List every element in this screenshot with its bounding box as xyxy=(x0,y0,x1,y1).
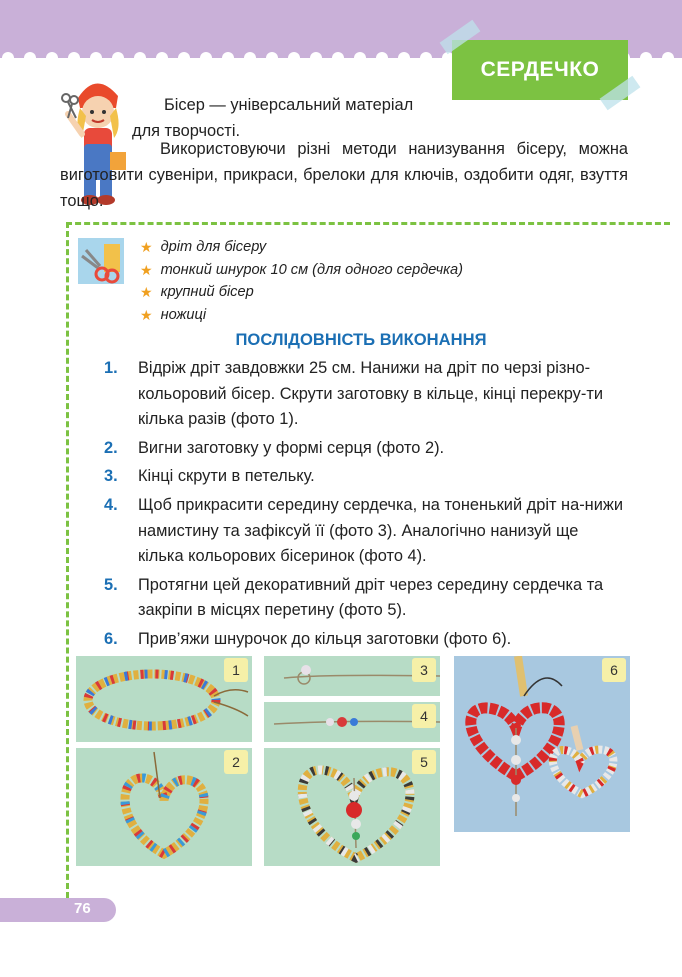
photo-number-badge: 6 xyxy=(602,658,626,682)
photo-4 xyxy=(264,702,440,742)
star-icon: ★ xyxy=(140,306,153,323)
photo-5 xyxy=(264,748,440,866)
step-number: 4. xyxy=(104,495,118,514)
intro-line-2: для творчості. xyxy=(132,122,241,140)
intro-paragraph xyxy=(60,136,628,214)
step-item xyxy=(104,573,628,624)
materials-item-label: крупний бісер xyxy=(160,284,254,301)
step-text: Щоб прикрасити середину сердечка, на тоненький дріт на-нижи намистину та зафіксуй її (фото 3). Аналогічно нанизуй ще кілька кольорових бісеринок (фото 4). xyxy=(138,495,624,566)
star-icon: ★ xyxy=(140,284,153,301)
materials-item xyxy=(140,259,463,282)
photo-number-badge: 4 xyxy=(412,704,436,728)
intro-line-1: Бісер — універсальний матеріал xyxy=(164,96,414,114)
lesson-title: СЕРДЕЧКО xyxy=(452,40,628,100)
photo-2 xyxy=(76,748,252,866)
intro-paragraph-2: Використовуючи різні методи нанизування бісеру, можна виготовити сувеніри, прикраси, брелоки для ключів, оздобити одяг, взуття тощо. xyxy=(60,140,628,210)
materials-icon xyxy=(76,236,126,286)
materials-item-label: тонкий шнурок 10 см (для одного сердечка) xyxy=(160,261,463,278)
frame-top-border xyxy=(66,222,670,225)
step-number: 6. xyxy=(104,629,118,648)
frame-left-border xyxy=(66,222,69,898)
step-text: Кінці скрути в петельку. xyxy=(138,467,315,486)
photo-number-badge: 5 xyxy=(412,750,436,774)
step-text: Вигни заготовку у формі серця (фото 2). xyxy=(138,438,445,457)
photo-number-badge: 1 xyxy=(224,658,248,682)
step-item xyxy=(104,493,628,570)
star-icon: ★ xyxy=(140,261,153,278)
materials-list xyxy=(140,236,463,326)
materials-item xyxy=(140,236,463,259)
step-item xyxy=(104,464,628,490)
photo-6 xyxy=(454,656,630,832)
materials-item-label: дріт для бісеру xyxy=(160,239,267,255)
step-number: 5. xyxy=(104,575,118,594)
sequence-heading: ПОСЛІДОВНІСТЬ ВИКОНАННЯ xyxy=(235,330,487,349)
photo-1 xyxy=(76,656,252,742)
step-text: Відріж дріт завдовжки 25 см. Нанижи на дріт по черзі різно-кольоровий бісер. Скрути заготовку в кільце, кінці перекру-ти кілька разів (фото 1). xyxy=(138,359,603,429)
step-item xyxy=(104,356,628,433)
step-item xyxy=(104,627,628,653)
photo-number-badge: 2 xyxy=(224,750,248,774)
star-icon: ★ xyxy=(140,239,153,255)
steps-list xyxy=(104,356,628,656)
materials-item xyxy=(140,281,463,304)
step-number: 1. xyxy=(104,359,118,377)
photo-number-badge: 3 xyxy=(412,658,436,682)
step-text: Протягни цей декоративний дріт через середину сердечка та закріпи в місцях перетину (фото 5). xyxy=(138,575,604,620)
materials-item-label: ножиці xyxy=(160,306,207,323)
page-number: 76 xyxy=(74,900,91,917)
step-text: Прив’яжи шнурочок до кільця заготовки (фото 6). xyxy=(138,629,512,648)
step-number: 3. xyxy=(104,467,118,486)
finished-hearts-image xyxy=(454,656,630,832)
photo-3 xyxy=(264,656,440,696)
materials-item xyxy=(140,304,463,327)
step-item xyxy=(104,436,628,462)
page-number-tab xyxy=(0,898,116,922)
step-number: 2. xyxy=(104,438,118,457)
